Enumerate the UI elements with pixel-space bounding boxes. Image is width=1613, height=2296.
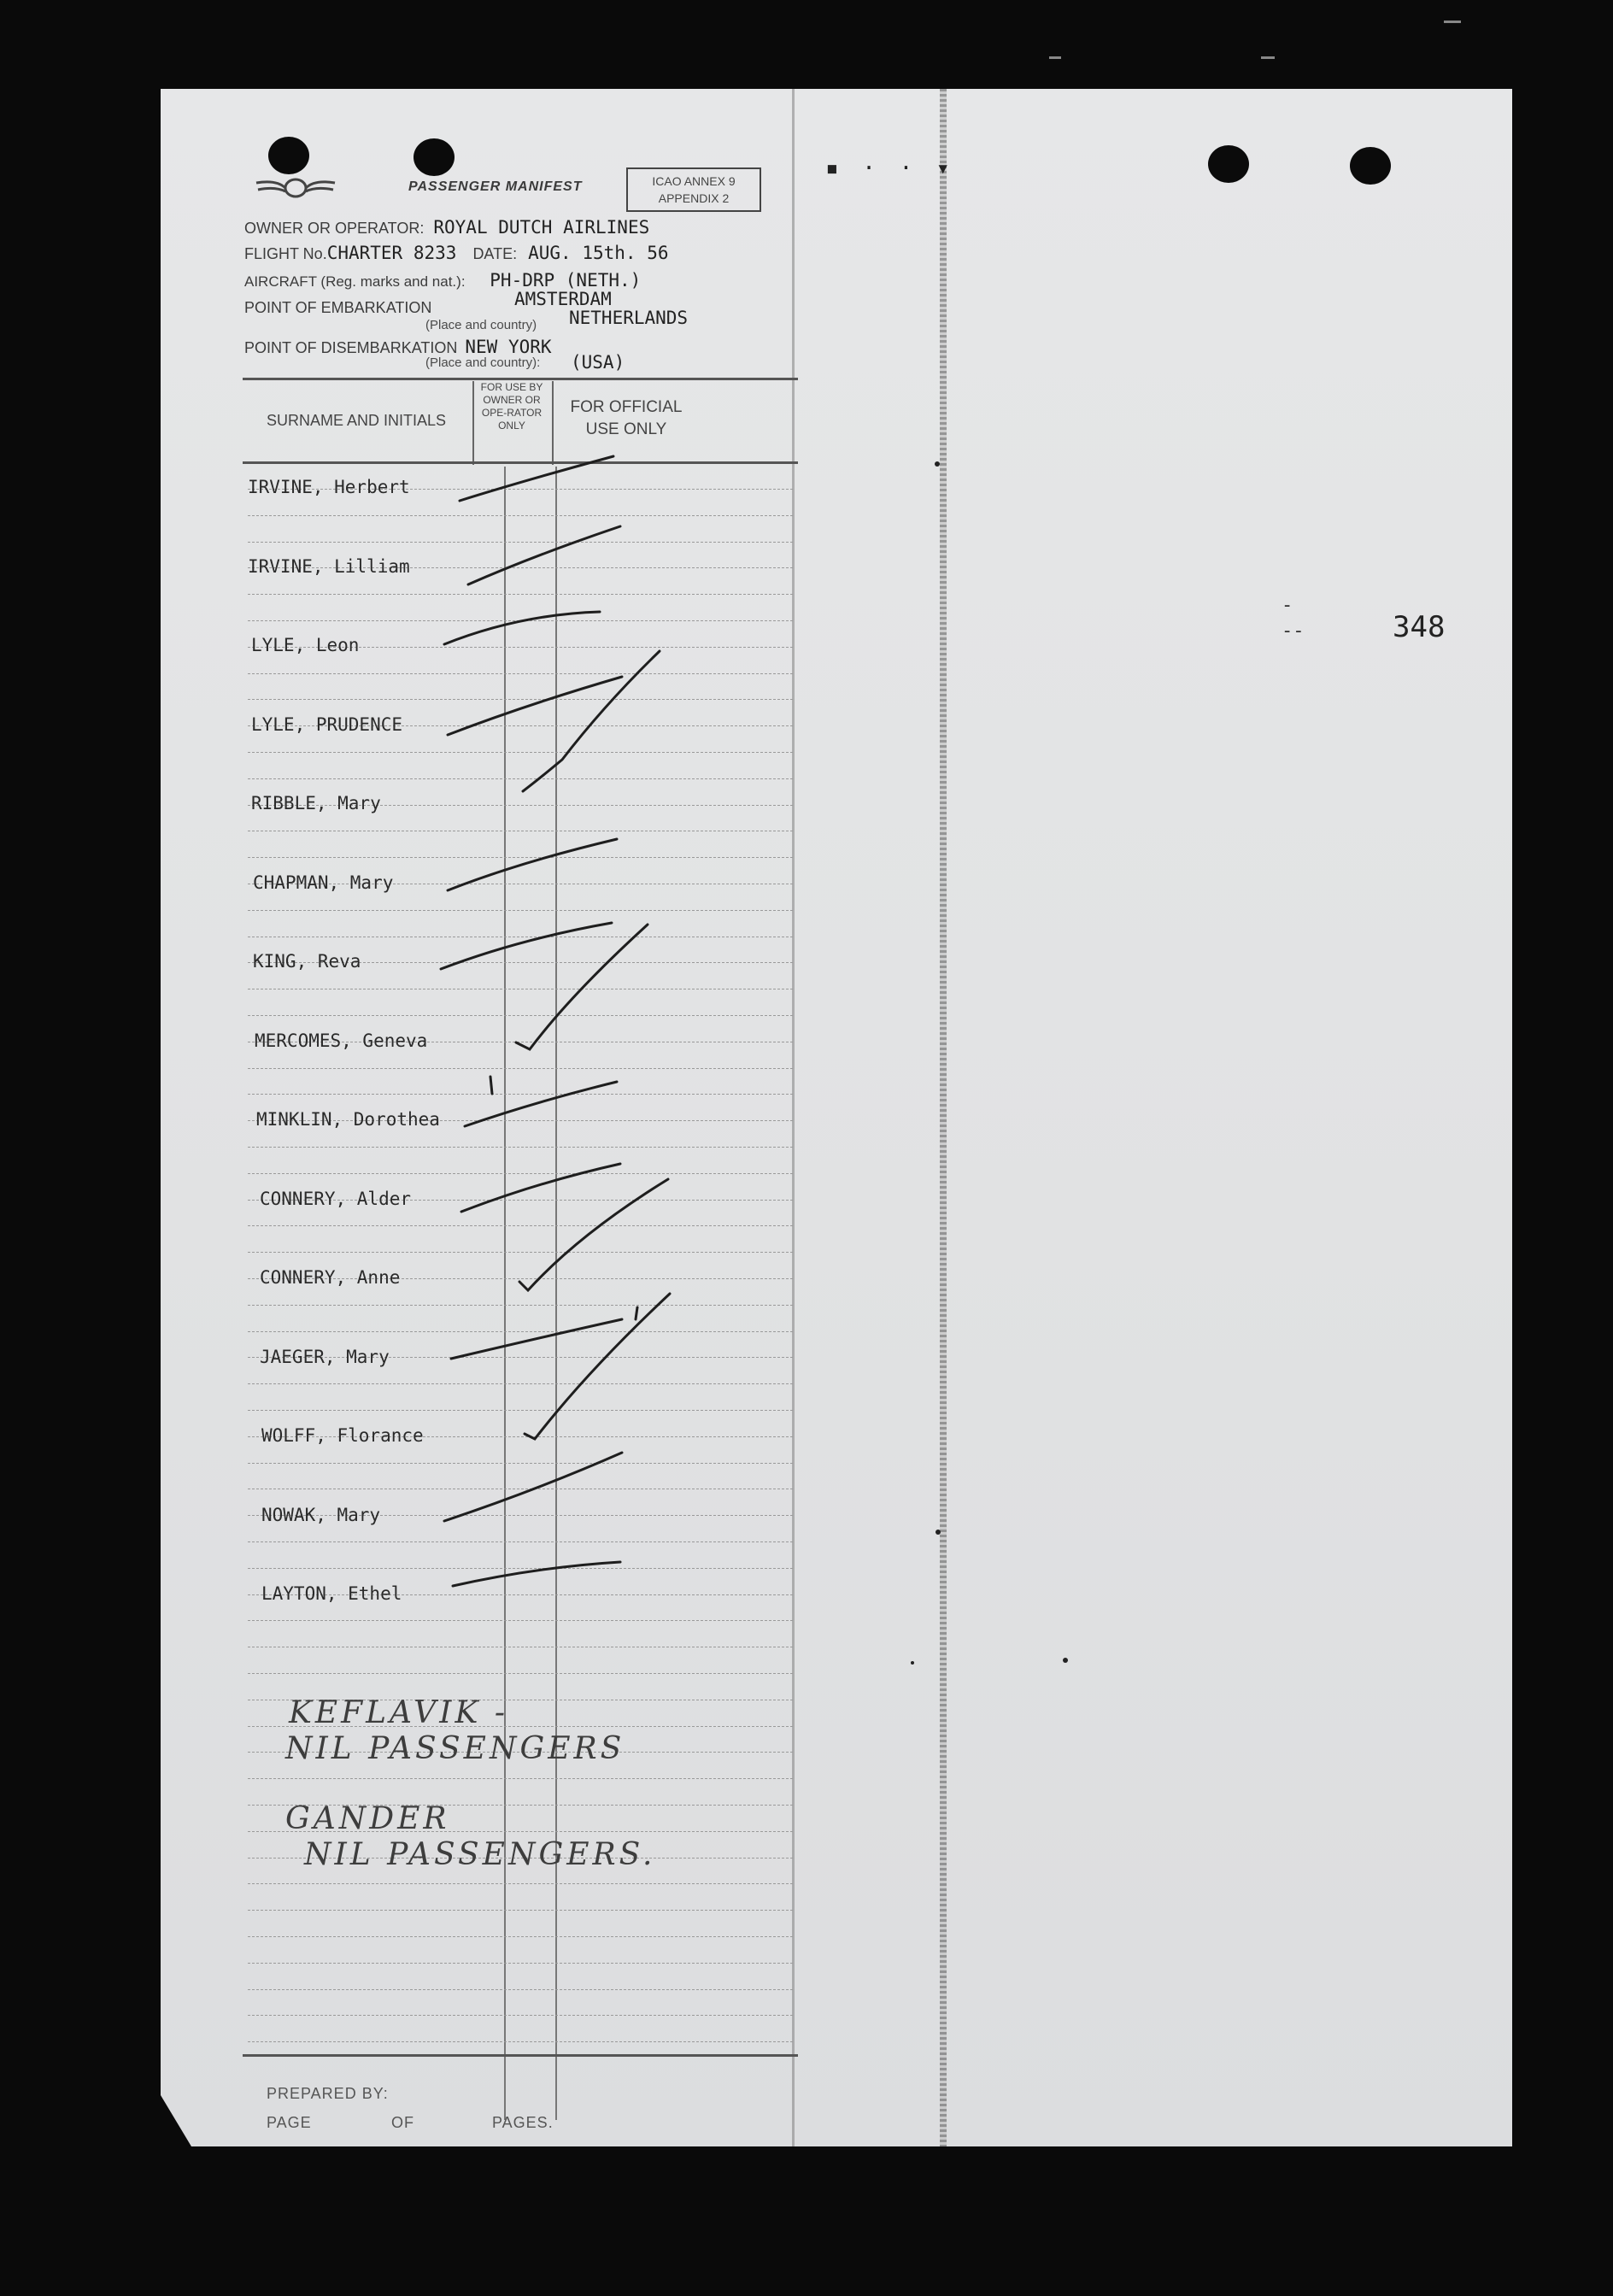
passenger-name: CONNERY, Anne [260, 1267, 401, 1288]
check-mark [490, 1077, 492, 1094]
ruled-line [248, 1383, 793, 1384]
passenger-name: IRVINE, Herbert [248, 477, 410, 497]
ruled-line [248, 515, 793, 516]
date-value: AUG. 15th. 56 [528, 243, 669, 263]
owner-label: OWNER OR OPERATOR: [244, 220, 425, 237]
embark-country: NETHERLANDS [569, 308, 689, 328]
handwritten-note: KEFLAVIK - [289, 1695, 508, 1730]
manifest-page [161, 89, 1512, 2146]
owner-value: ROYAL DUTCH AIRLINES [433, 217, 650, 238]
passenger-name: KING, Reva [253, 951, 361, 972]
passenger-name: CONNERY, Alder [260, 1189, 412, 1209]
ruled-line [248, 1963, 793, 1964]
annex-line: APPENDIX 2 [658, 191, 730, 205]
disembark-city: NEW YORK [465, 337, 552, 357]
ruled-line [248, 2015, 793, 2016]
embark-label: POINT OF EMBARKATION [244, 299, 432, 316]
scan-mark [1444, 21, 1461, 23]
check-mark [444, 612, 600, 644]
ruled-line [248, 1568, 793, 1569]
date-label: DATE: [472, 245, 518, 262]
ruled-line [248, 1015, 793, 1016]
check-mark [636, 1307, 637, 1319]
disembark-country: (USA) [571, 352, 625, 373]
punch-hole [268, 137, 309, 174]
paper-speck [935, 461, 940, 467]
ruled-line [248, 1094, 793, 1095]
column-header-official: FOR OFFICIAL USE ONLY [570, 398, 683, 438]
ruled-line [248, 542, 793, 543]
ruled-line [248, 752, 793, 753]
paper-speck [936, 1530, 941, 1535]
paper-speck [911, 1661, 914, 1665]
passenger-name: CHAPMAN, Mary [253, 872, 394, 893]
ruled-line [248, 1673, 793, 1674]
ruled-line [248, 699, 793, 700]
ruled-line [248, 1910, 793, 1911]
table-bottom-border [243, 2054, 798, 2057]
passenger-name: LAYTON, Ethel [261, 1583, 402, 1604]
column-header-operator: FOR USE BY OWNER OR OPE-RATOR ONLY [480, 381, 543, 432]
ruled-line [248, 1778, 793, 1779]
disembark-row [244, 337, 552, 357]
ruled-line [248, 1068, 793, 1069]
passenger-name: RIBBLE, Mary [251, 793, 381, 813]
annex-line: ICAO ANNEX 9 [652, 174, 736, 188]
ruled-line [248, 2041, 793, 2042]
ruled-line [248, 910, 793, 911]
punch-dots: ▪ · · ▾ [825, 156, 955, 181]
ruled-line [248, 857, 793, 858]
prepared-by-label: PREPARED BY: [267, 2085, 389, 2102]
flight-row [244, 243, 669, 263]
disembark-label: POINT OF DISEMBARKATION [244, 339, 458, 356]
ruled-line [248, 1989, 793, 1990]
ruled-line [248, 620, 793, 621]
page-label: PAGE [267, 2114, 312, 2131]
table-top-border [243, 378, 798, 380]
paper-speck [1063, 1658, 1068, 1663]
passenger-name: JAEGER, Mary [260, 1347, 390, 1367]
check-mark [519, 1179, 668, 1290]
ruled-line [248, 1620, 793, 1621]
check-mark [468, 526, 620, 584]
ruled-line [248, 1305, 793, 1306]
aircraft-value: PH-DRP (NETH.) [490, 270, 642, 291]
handwritten-note: NIL PASSENGERS [285, 1731, 625, 1766]
check-mark [451, 1319, 622, 1359]
ruled-line [248, 1410, 793, 1411]
passenger-name: WOLFF, Florance [261, 1425, 424, 1446]
passenger-name: MINKLIN, Dorothea [256, 1109, 440, 1130]
ruled-line [248, 1331, 793, 1332]
embark-row [244, 299, 431, 317]
ruled-line [248, 1463, 793, 1464]
embark-city: AMSTERDAM [514, 289, 612, 309]
form-title: PASSENGER MANIFEST [408, 179, 583, 194]
punch-hole [1350, 147, 1391, 185]
pages-label: PAGES. [492, 2114, 554, 2131]
ruled-line [248, 1252, 793, 1253]
ruled-line [248, 1225, 793, 1226]
punch-hole [1208, 145, 1249, 183]
ruled-line [248, 594, 793, 595]
aircraft-row [244, 270, 641, 291]
flight-value: CHARTER 8233 [326, 243, 457, 263]
airline-logo-icon [253, 171, 338, 205]
ruled-line [248, 1936, 793, 1937]
scan-mark [1049, 56, 1061, 59]
table-right-border [792, 89, 795, 2146]
passenger-name: MERCOMES, Geneva [255, 1031, 428, 1051]
scan-mark [1261, 56, 1275, 59]
of-label: OF [391, 2114, 414, 2131]
page-fold [940, 89, 947, 2146]
annex-box [626, 167, 761, 212]
ruled-line [248, 673, 793, 674]
passenger-name: LYLE, Leon [251, 635, 360, 655]
passenger-name: LYLE, PRUDENCE [251, 714, 403, 735]
page-number-marks: - -- [1282, 595, 1305, 642]
check-mark [448, 839, 617, 890]
handwritten-note: GANDER [285, 1801, 450, 1836]
ruled-line [248, 1883, 793, 1884]
column-header-surname: SURNAME AND INITIALS [266, 412, 447, 429]
check-mark [461, 1164, 620, 1212]
owner-row [244, 217, 649, 238]
ruled-line [248, 1173, 793, 1174]
passenger-name: NOWAK, Mary [261, 1505, 381, 1525]
column-divider [552, 381, 554, 465]
check-mark [523, 651, 660, 791]
check-mark [453, 1562, 620, 1586]
passenger-name: IRVINE, Lilliam [248, 556, 410, 577]
page-number: 348 [1393, 610, 1446, 644]
torn-corner [161, 2095, 191, 2146]
handwritten-note: NIL PASSENGERS. [304, 1837, 656, 1872]
check-mark [516, 925, 648, 1049]
flight-label: FLIGHT No. [244, 245, 327, 262]
ruled-line [248, 778, 793, 779]
table-header-border [243, 461, 798, 464]
place-note: (Place and country) [425, 318, 537, 332]
aircraft-label: AIRCRAFT (Reg. marks and nat.): [244, 273, 466, 290]
ruled-line [248, 1147, 793, 1148]
ruled-line [248, 1541, 793, 1542]
check-mark [525, 1294, 670, 1439]
place-note: (Place and country): [425, 355, 541, 370]
punch-hole [414, 138, 455, 176]
